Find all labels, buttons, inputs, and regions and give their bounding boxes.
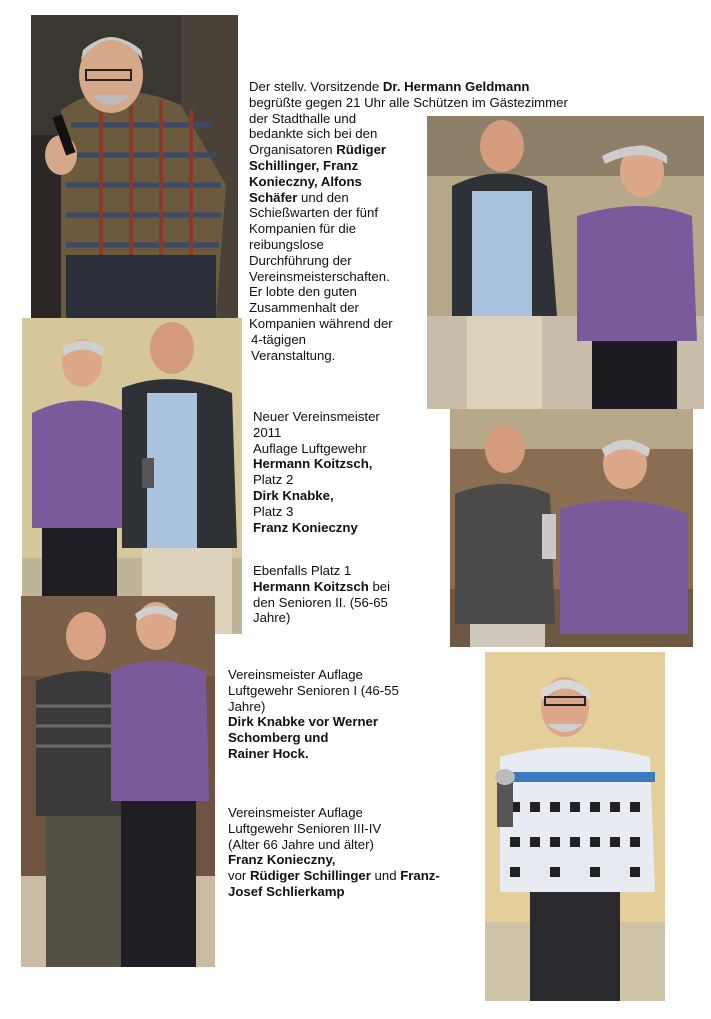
photo-handshake-trophy-3 <box>450 409 693 647</box>
intro-line-4: bedankte sich bei den <box>249 126 378 142</box>
intro-line-18: Veranstaltung. <box>251 347 336 363</box>
intro-line-3: der Stadthalle und <box>249 110 357 126</box>
intro-line-14: Er lobte den guten <box>249 284 357 300</box>
intro-line-12: Durchführung der <box>249 252 352 268</box>
seniors3-line-4: Franz Konieczny, <box>228 852 336 868</box>
intro-line-6: Schillinger, Franz <box>249 157 359 173</box>
photo-handshake-trophy-2 <box>22 318 242 634</box>
seniors1-line-1: Vereinsmeister Auflage <box>228 667 363 682</box>
intro-line-1: Der stellv. Vorsitzende Dr. Hermann Geldmann <box>249 79 530 94</box>
intro-line-11: reibungslose <box>249 236 324 252</box>
block-seniors-3 <box>228 805 440 900</box>
photo-senior-winner <box>485 652 665 1001</box>
intro-line-5: Organisatoren Rüdiger <box>249 142 387 158</box>
main-line-1: Neuer Vereinsmeister <box>253 409 380 424</box>
intro-line-7: Konieczny, Alfons <box>249 173 362 189</box>
photo-speaker-microphone <box>31 15 238 318</box>
block-main-winners <box>253 409 380 535</box>
seniors3-line-5: vor Rüdiger Schillinger und Franz- <box>228 868 440 884</box>
seniors2-line-1: Ebenfalls Platz 1 <box>253 563 352 578</box>
intro-line-16: Kompanien während der <box>249 315 393 331</box>
photo-handshake-trophy-1 <box>427 116 704 409</box>
photo-handshake-trophy-4 <box>21 596 215 967</box>
seniors2-line-4: Jahre) <box>253 610 291 626</box>
intro-line-9: Schießwarten der fünf <box>249 205 379 221</box>
seniors1-line-3: Jahre) <box>228 698 266 714</box>
main-line-7: Platz 3 <box>253 503 294 519</box>
intro-line-2: begrüßte gegen 21 Uhr alle Schützen im Gästezimmer <box>249 94 568 110</box>
block-seniors-2 <box>253 563 390 626</box>
seniors3-line-1: Vereinsmeister Auflage <box>228 805 363 820</box>
intro-line-17: 4-tägigen <box>251 331 306 347</box>
intro-line-10: Kompanien für die <box>249 221 357 237</box>
seniors3-line-6: Josef Schlierkamp <box>228 883 345 899</box>
main-line-5: Platz 2 <box>253 472 294 488</box>
intro-line-15: Zusammenhalt der <box>249 300 359 316</box>
main-line-4: Hermann Koitzsch, <box>253 456 373 472</box>
intro-line-13: Vereinsmeisterschaften. <box>249 268 390 284</box>
seniors1-line-2: Luftgewehr Senioren I (46-55 <box>228 682 399 698</box>
seniors3-line-3: (Alter 66 Jahre und älter) <box>228 836 374 852</box>
block-seniors-1 <box>228 667 399 762</box>
main-line-3: Auflage Luftgewehr <box>253 440 367 456</box>
seniors1-line-4: Dirk Knabke vor Werner <box>228 714 379 730</box>
main-line-2: 2011 <box>253 424 282 440</box>
intro-line-8: Schäfer und den <box>249 189 349 205</box>
seniors2-line-3: den Senioren II. (56-65 <box>253 594 388 610</box>
seniors3-line-2: Luftgewehr Senioren III-IV <box>228 820 382 836</box>
main-line-8: Franz Konieczny <box>253 519 358 535</box>
main-line-6: Dirk Knabke, <box>253 487 334 503</box>
seniors1-line-6: Rainer Hock. <box>228 745 309 761</box>
seniors2-line-2: Hermann Koitzsch bei <box>253 578 391 594</box>
seniors1-line-5: Schomberg und <box>228 730 329 746</box>
